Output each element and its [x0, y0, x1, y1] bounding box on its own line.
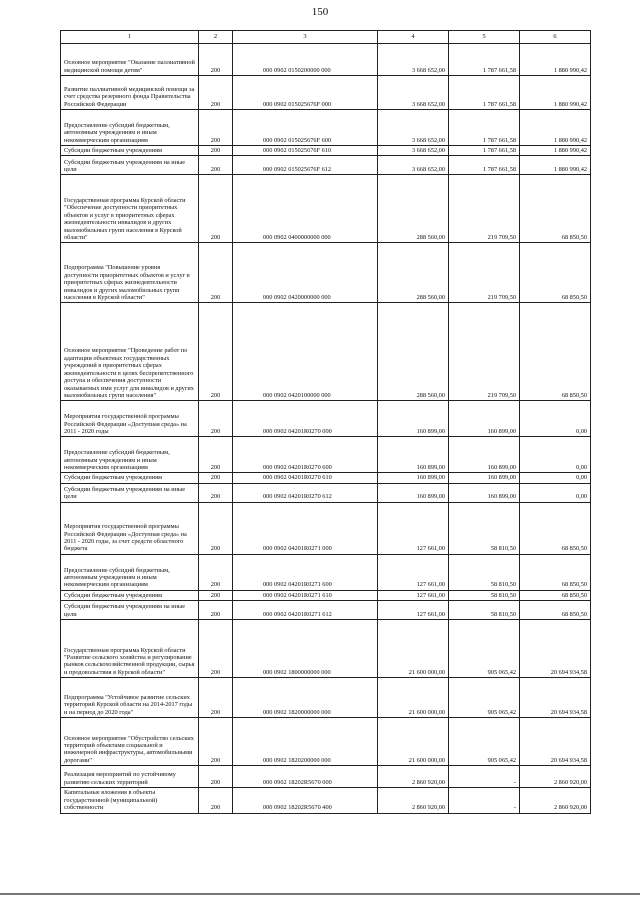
- row-code: 200: [199, 766, 233, 788]
- table-row: [61, 718, 591, 766]
- row-value-approved: 160 899,00: [378, 437, 449, 473]
- row-code: 200: [199, 303, 233, 401]
- row-value-executed: 58 810,50: [449, 601, 520, 620]
- row-name: Государственная программа Курской области "Развитие сельского хозяйства и регулирование рынков сельскохозяйственной продукции, сырья и продовольствия в Курской области": [61, 620, 199, 678]
- row-code: 200: [199, 788, 233, 813]
- header-row: [61, 31, 591, 44]
- row-name: Государственная программа Курской области "Обеспечение доступности приоритетных объектов и услуг в приоритетных сферах жизнедеятельности инвалидов и других маломобильных групп населения в Курской области": [61, 175, 199, 243]
- row-name: Реализация мероприятий по устойчивому развитию сельских территорий: [61, 766, 199, 788]
- row-classification: 000 0902 04201R0271 612: [233, 601, 378, 620]
- row-classification: 000 0902 0420000000 000: [233, 243, 378, 303]
- table-row: [61, 620, 591, 678]
- row-value-remaining: 68 850,50: [520, 303, 591, 401]
- row-value-executed: 1 787 661,58: [449, 76, 520, 110]
- row-value-approved: 127 661,00: [378, 590, 449, 600]
- row-code: 200: [199, 146, 233, 156]
- row-name: Субсидии бюджетным учреждениям на иные цели: [61, 156, 199, 175]
- row-code: 200: [199, 110, 233, 146]
- row-value-executed: 1 787 661,58: [449, 156, 520, 175]
- row-value-remaining: 20 694 934,58: [520, 718, 591, 766]
- row-value-executed: 219 709,50: [449, 175, 520, 243]
- table-row: [61, 303, 591, 401]
- row-value-approved: 3 668 652,00: [378, 156, 449, 175]
- row-value-approved: 288 560,00: [378, 175, 449, 243]
- row-name: Предоставление субсидий бюджетным, автономным учреждениям и иным некоммерческим организациям: [61, 110, 199, 146]
- row-value-remaining: 68 850,50: [520, 243, 591, 303]
- row-value-approved: 3 668 652,00: [378, 146, 449, 156]
- table-row: [61, 437, 591, 473]
- table-row: [61, 678, 591, 718]
- table-row: [61, 243, 591, 303]
- table-row: [61, 788, 591, 813]
- row-value-remaining: 68 850,50: [520, 554, 591, 590]
- row-value-approved: 3 668 652,00: [378, 44, 449, 76]
- row-value-approved: 160 899,00: [378, 483, 449, 502]
- row-value-executed: 160 899,00: [449, 473, 520, 483]
- row-name: Подпрограмма "Устойчивое развитие сельских территорий Курской области на 2014-2017 годы и на период до 2020 года": [61, 678, 199, 718]
- row-name: Субсидии бюджетным учреждениям на иные цели: [61, 601, 199, 620]
- row-value-remaining: 68 850,50: [520, 590, 591, 600]
- budget-table: [60, 30, 591, 814]
- row-value-approved: 127 661,00: [378, 502, 449, 554]
- row-value-approved: 127 661,00: [378, 601, 449, 620]
- row-name: Субсидии бюджетным учреждениям: [61, 473, 199, 483]
- table-row: [61, 502, 591, 554]
- row-value-approved: 21 600 000,00: [378, 718, 449, 766]
- row-classification: 000 0902 1820200000 000: [233, 718, 378, 766]
- row-classification: 000 0902 04201R0271 600: [233, 554, 378, 590]
- row-value-executed: 58 810,50: [449, 554, 520, 590]
- row-name: Основное мероприятие "Оказание паллиативной медицинской помощи детям": [61, 44, 199, 76]
- row-name: Субсидии бюджетным учреждениям: [61, 590, 199, 600]
- table-row: [61, 76, 591, 110]
- row-name: Субсидии бюджетным учреждениям на иные цели: [61, 483, 199, 502]
- header-cell: 2: [199, 31, 233, 44]
- row-value-executed: 160 899,00: [449, 483, 520, 502]
- row-value-remaining: 0,00: [520, 401, 591, 437]
- table-row: [61, 175, 591, 243]
- row-value-executed: 219 709,50: [449, 243, 520, 303]
- row-value-remaining: 20 694 934,58: [520, 620, 591, 678]
- row-value-remaining: 68 850,50: [520, 502, 591, 554]
- row-code: 200: [199, 437, 233, 473]
- header-cell: 5: [449, 31, 520, 44]
- row-value-executed: 160 899,00: [449, 437, 520, 473]
- table-row: [61, 44, 591, 76]
- row-code: 200: [199, 243, 233, 303]
- row-classification: 000 0902 0400000000 000: [233, 175, 378, 243]
- row-code: 200: [199, 502, 233, 554]
- header-cell: 3: [233, 31, 378, 44]
- row-classification: 000 0902 04201R0270 000: [233, 401, 378, 437]
- row-name: Предоставление субсидий бюджетным, автономным учреждениям и иным некоммерческим организациям: [61, 554, 199, 590]
- row-classification: 000 0902 04201R0271 000: [233, 502, 378, 554]
- row-value-remaining: 68 850,50: [520, 601, 591, 620]
- row-code: 200: [199, 718, 233, 766]
- row-name: Субсидии бюджетным учреждениям: [61, 146, 199, 156]
- row-name: Мероприятия государственной программы Российской Федерации «Доступная среда» на 2011 - 2020 годы, за счет средств областного бюджета: [61, 502, 199, 554]
- row-value-remaining: 1 880 990,42: [520, 156, 591, 175]
- row-classification: 000 0902 04201R0270 610: [233, 473, 378, 483]
- row-classification: 000 0902 04201R0270 612: [233, 483, 378, 502]
- row-classification: 000 0902 0420100000 000: [233, 303, 378, 401]
- row-value-approved: 2 860 920,00: [378, 766, 449, 788]
- table-row: [61, 473, 591, 483]
- table-row: [61, 146, 591, 156]
- row-classification: 000 0902 015025676F 610: [233, 146, 378, 156]
- row-value-approved: 3 668 652,00: [378, 76, 449, 110]
- header-cell: 1: [61, 31, 199, 44]
- row-code: 200: [199, 175, 233, 243]
- row-value-executed: 905 065,42: [449, 718, 520, 766]
- row-value-executed: 1 787 661,58: [449, 110, 520, 146]
- row-name: Развитие паллиативной медицинской помощи за счет средства резервного фонда Правительства Российской Федерации: [61, 76, 199, 110]
- table-row: [61, 401, 591, 437]
- row-value-approved: 2 860 920,00: [378, 788, 449, 813]
- row-value-remaining: 1 880 990,42: [520, 110, 591, 146]
- row-code: 200: [199, 156, 233, 175]
- row-code: 200: [199, 620, 233, 678]
- row-value-remaining: 20 694 934,58: [520, 678, 591, 718]
- row-name: Капитальные вложения в объекты государственной (муниципальной) собственности: [61, 788, 199, 813]
- table-row: [61, 590, 591, 600]
- row-classification: 000 0902 18202R5670 400: [233, 788, 378, 813]
- row-classification: 000 0902 18202R5670 000: [233, 766, 378, 788]
- table-row: [61, 110, 591, 146]
- header-cell: 6: [520, 31, 591, 44]
- page-number: 150: [311, 6, 329, 18]
- row-code: 200: [199, 44, 233, 76]
- row-code: 200: [199, 590, 233, 600]
- row-classification: 000 0902 0150200000 000: [233, 44, 378, 76]
- row-classification: 000 0902 1800000000 000: [233, 620, 378, 678]
- row-code: 200: [199, 473, 233, 483]
- page-bottom-edge: [0, 893, 640, 895]
- row-value-executed: 58 810,50: [449, 502, 520, 554]
- row-value-remaining: 0,00: [520, 473, 591, 483]
- row-value-remaining: 2 860 920,00: [520, 766, 591, 788]
- table-row: [61, 766, 591, 788]
- row-value-approved: 160 899,00: [378, 473, 449, 483]
- row-code: 200: [199, 483, 233, 502]
- header-cell: 4: [378, 31, 449, 44]
- row-value-approved: 288 560,00: [378, 303, 449, 401]
- row-classification: 000 0902 015025676F 600: [233, 110, 378, 146]
- row-value-executed: 160 899,00: [449, 401, 520, 437]
- row-value-executed: 1 787 661,58: [449, 146, 520, 156]
- row-name: Мероприятия государственной программы Российской Федерации «Доступная среда» на 2011 - 2020 годы: [61, 401, 199, 437]
- row-value-remaining: 1 880 990,42: [520, 76, 591, 110]
- row-classification: 000 0902 1820000000 000: [233, 678, 378, 718]
- row-value-executed: 58 810,50: [449, 590, 520, 600]
- row-value-remaining: 1 880 990,42: [520, 44, 591, 76]
- table-row: [61, 601, 591, 620]
- row-code: 200: [199, 76, 233, 110]
- row-value-remaining: 68 850,50: [520, 175, 591, 243]
- row-value-approved: 127 661,00: [378, 554, 449, 590]
- row-value-executed: -: [449, 766, 520, 788]
- row-value-remaining: 2 860 920,00: [520, 788, 591, 813]
- row-code: 200: [199, 401, 233, 437]
- row-value-remaining: 1 880 990,42: [520, 146, 591, 156]
- table-row: [61, 483, 591, 502]
- row-code: 200: [199, 678, 233, 718]
- row-value-executed: 219 709,50: [449, 303, 520, 401]
- row-classification: 000 0902 04201R0271 610: [233, 590, 378, 600]
- row-name: Основное мероприятие "Обустройство сельских территорий объектами социальной и инженерной инфраструктуры, автомобильными дорогами": [61, 718, 199, 766]
- row-value-remaining: 0,00: [520, 437, 591, 473]
- row-value-approved: 288 560,00: [378, 243, 449, 303]
- row-value-approved: 160 899,00: [378, 401, 449, 437]
- row-value-remaining: 0,00: [520, 483, 591, 502]
- table-row: [61, 156, 591, 175]
- row-code: 200: [199, 554, 233, 590]
- row-value-approved: 3 668 652,00: [378, 110, 449, 146]
- row-value-executed: 905 065,42: [449, 620, 520, 678]
- row-code: 200: [199, 601, 233, 620]
- row-name: Основное мероприятие "Проведение работ по адаптации объектных государственных учреждений в приоритетных сферах жизнедеятельности в целях беспрепятственного доступа и обеспечения доступности оказываемых ими услуг для инвалидов и других маломобильных групп населения": [61, 303, 199, 401]
- row-classification: 000 0902 015025676F 612: [233, 156, 378, 175]
- row-value-executed: 1 787 661,58: [449, 44, 520, 76]
- row-value-executed: 905 065,42: [449, 678, 520, 718]
- table-row: [61, 554, 591, 590]
- row-classification: 000 0902 015025676F 000: [233, 76, 378, 110]
- row-name: Предоставление субсидий бюджетным, автономным учреждениям и иным некоммерческим организациям: [61, 437, 199, 473]
- row-classification: 000 0902 04201R0270 600: [233, 437, 378, 473]
- row-value-approved: 21 600 000,00: [378, 678, 449, 718]
- row-value-approved: 21 600 000,00: [378, 620, 449, 678]
- row-name: Подпрограмма "Повышение уровня доступности приоритетных объектов и услуг в приоритетных сферах жизнедеятельности инвалидов и других маломобильных групп населения в Курской области": [61, 243, 199, 303]
- row-value-executed: -: [449, 788, 520, 813]
